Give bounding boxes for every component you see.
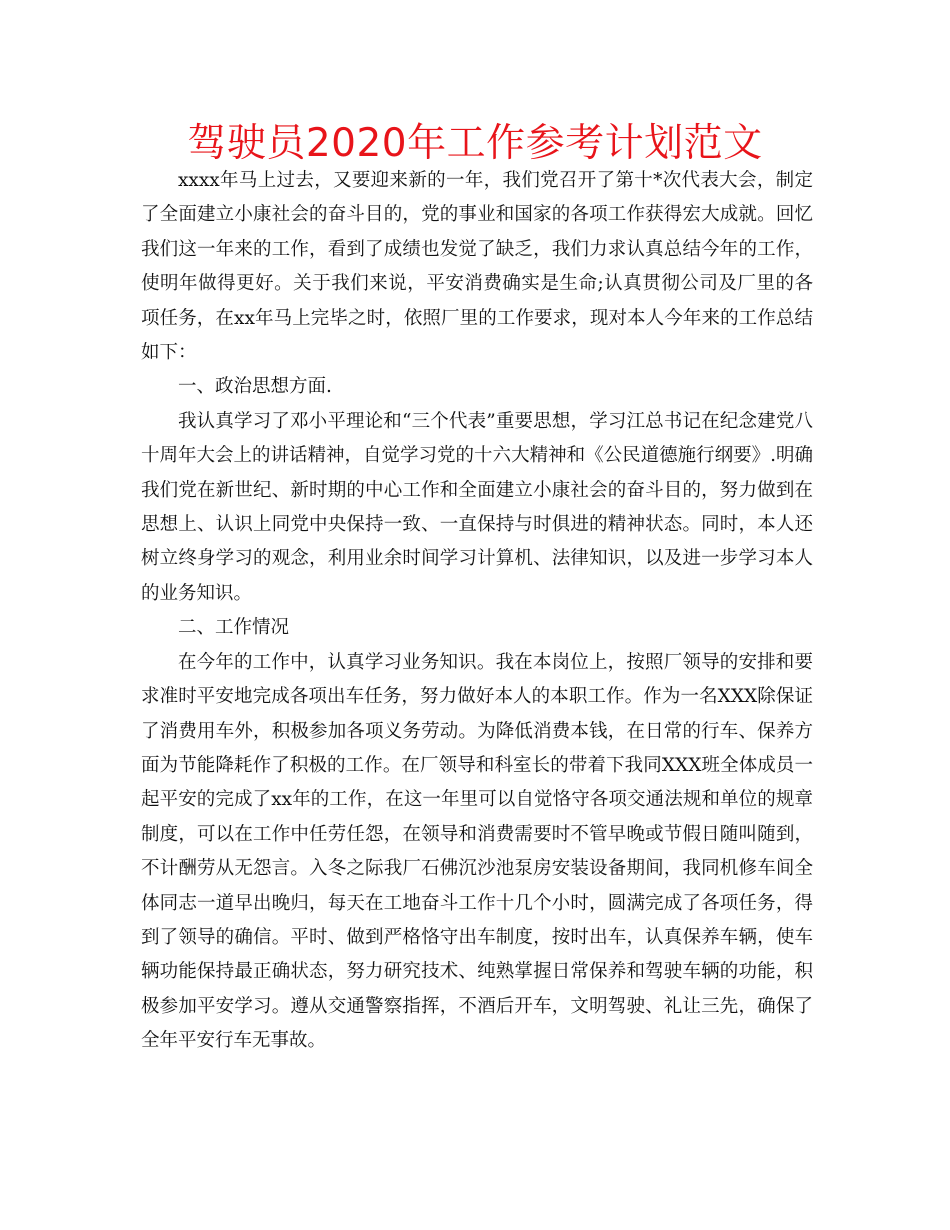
paragraph-politics: 我认真学习了邓小平理论和“三个代表”重要思想，学习江总书记在纪念建党八十周年大会上的讲话精神，自觉学习党的十六大精神和《公民道德施行纲要》.明确我们党在新世纪、新时期的中心工作和全面建立小康社会的奋斗目的，努力做到在思想上、认识上同党中央保持一致、一直保持与时俱进的精神状态。同时，本人还树立终身学习的观念，利用业余时间学习计算机、法律知识，以及进一步学习本人的业务知识。	[141, 410, 813, 604]
paragraph-intro: xxxx年马上过去，又要迎来新的一年，我们党召开了第十*次代表大会，制定了全面建立小康社会的奋斗目的，党的事业和国家的各项工作获得宏大成就。回忆我们这一年来的工作，看到了成绩也发觉了缺乏，我们力求认真总结今年的工作，使明年做得更好。关于我们来说，平安消费确实是生命;认真贯彻公司及厂里的各项任务，在xx年马上完毕之时，依照厂里的工作要求，现对本人今年来的工作总结如下：	[141, 170, 813, 364]
section-heading-work: 二、工作情况	[178, 617, 290, 639]
document-title: 驾驶员2020年工作参考计划范文	[187, 121, 763, 166]
section-heading-politics: 一、政治思想方面.	[178, 376, 332, 398]
document-body	[141, 164, 813, 1059]
paragraph-work: 在今年的工作中，认真学习业务知识。我在本岗位上，按照厂领导的安排和要求准时平安地完成各项出车任务，努力做好本人的本职工作。作为一名XXX除保证了消费用车外，积极参加各项义务劳动。为降低消费本钱，在日常的行车、保养方面为节能降耗作了积极的工作。在厂领导和科室长的带着下我同XXX班全体成员一起平安的完成了xx年的工作，在这一年里可以自觉恪守各项交通法规和单位的规章制度，可以在工作中任劳任怨，在领导和消费需要时不管早晚或节假日随叫随到，不计酬劳从无怨言。入冬之际我厂石佛沉沙池泵房安装设备期间，我同机修车间全体同志一道早出晚归，每天在工地奋斗工作十几个小时，圆满完成了各项任务，得到了领导的确信。平时、做到严格恪守出车制度，按时出车，认真保养车辆，使车辆功能保持最正确状态，努力研究技术、纯熟掌握日常保养和驾驶车辆的功能，积极参加平安学习。遵从交通警察指挥，不酒后开车，文明驾驶、礼让三先，确保了全年平安行车无事故。	[141, 651, 813, 1052]
